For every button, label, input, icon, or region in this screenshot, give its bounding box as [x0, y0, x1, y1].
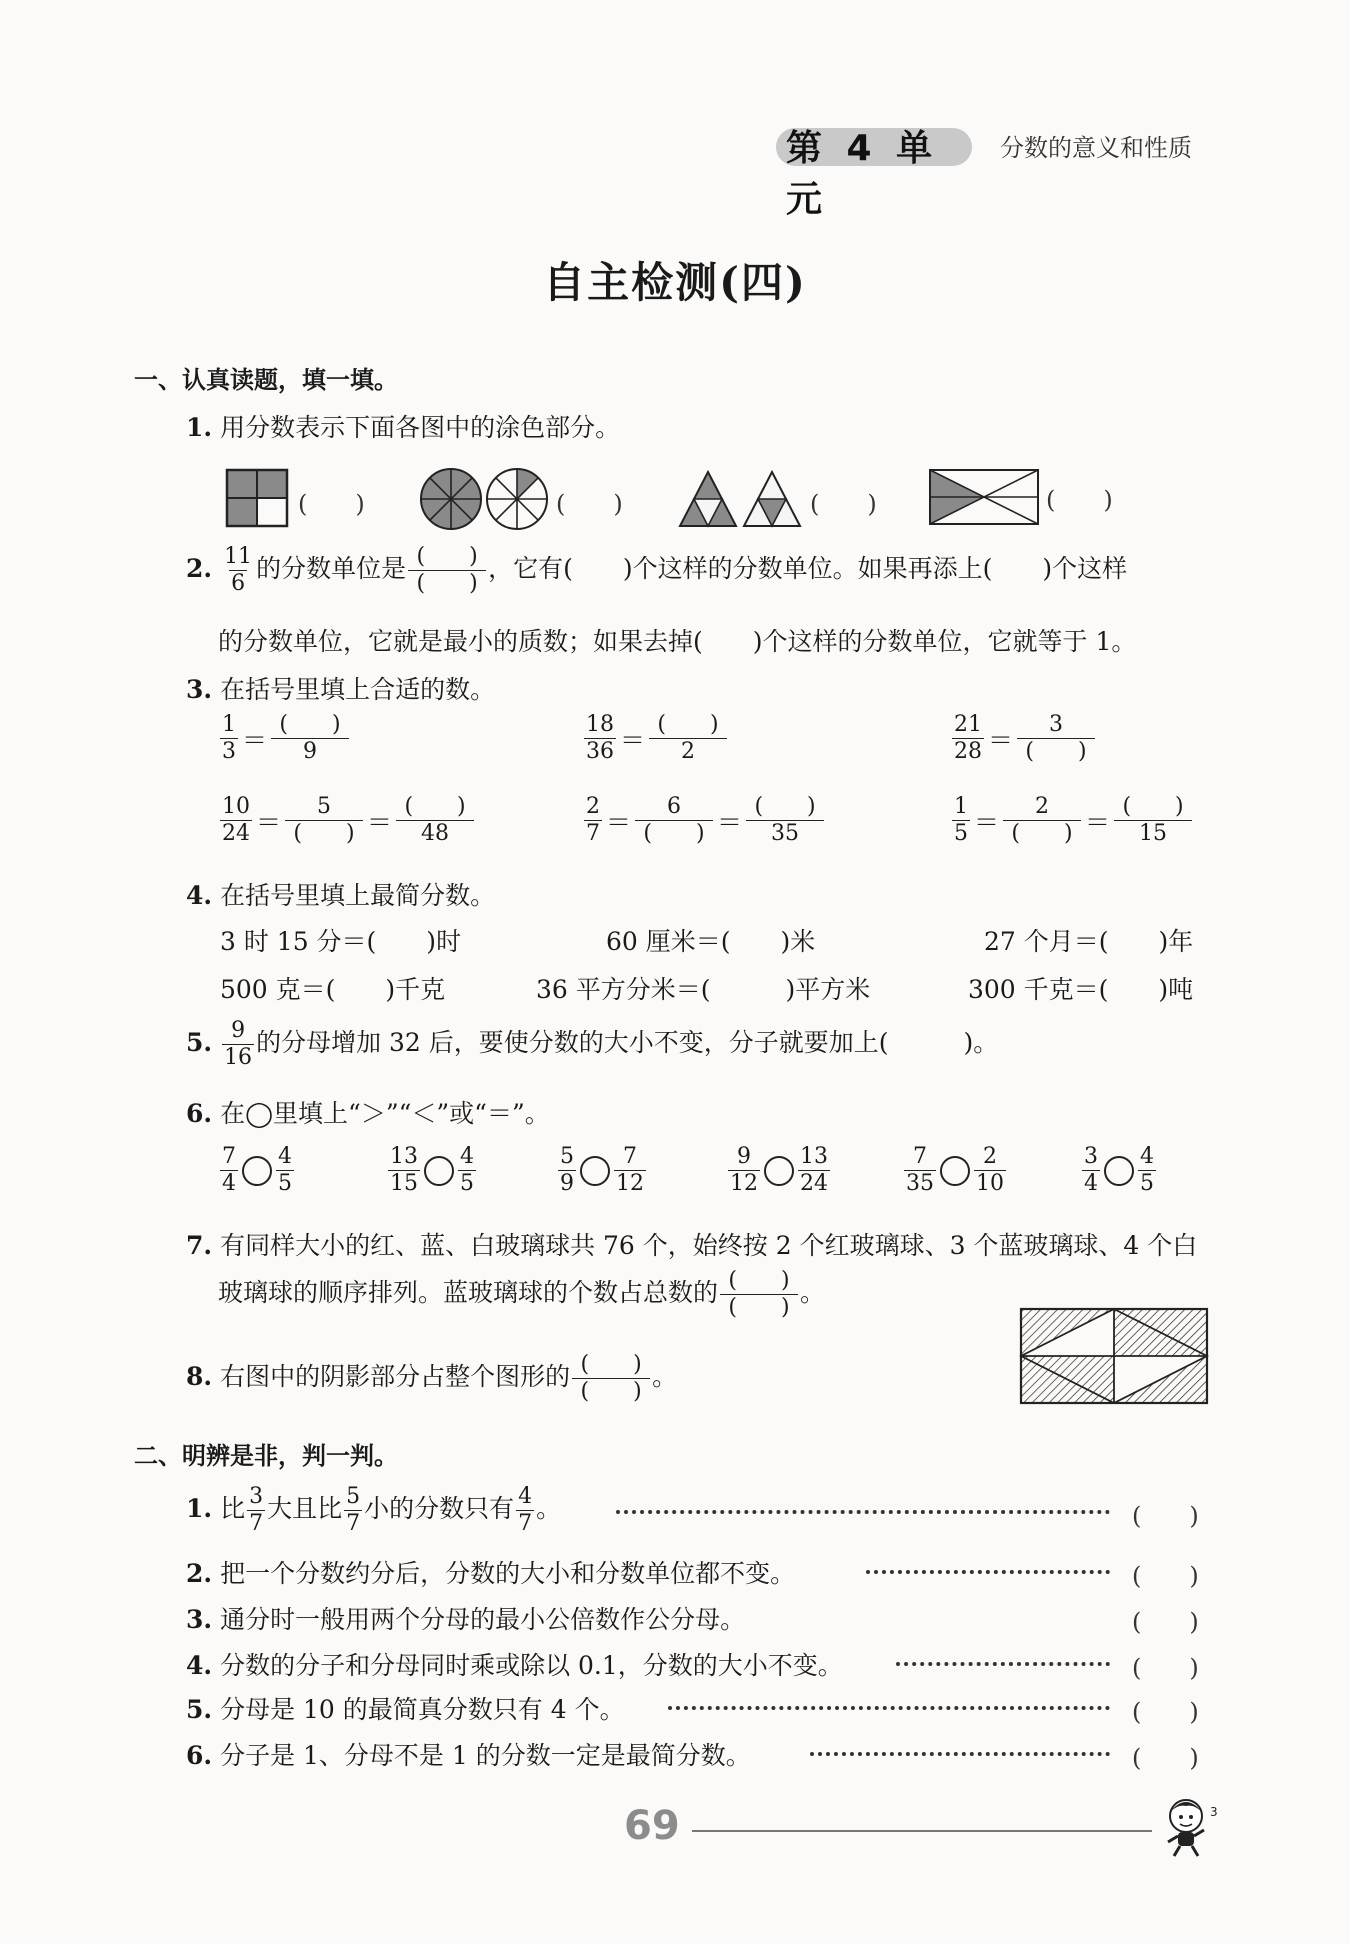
leader-dots [896, 1662, 1110, 1666]
triangles-figure [678, 470, 812, 530]
q5-fraction: $\frac{9}{16}$ [224, 1018, 253, 1070]
q6-compare-6: $\frac{3}{4}$ $\frac{4}{5}$ [1084, 1144, 1154, 1196]
q7-line1: 7. 有同样大小的红、蓝、白玻璃球共 76 个，始终按 2 个红玻璃球、3 个蓝玻璃球、4 个白 [186, 1231, 1198, 1260]
judge-answer-4[interactable]: ( ) [1132, 1654, 1199, 1682]
judge-answer-6[interactable]: ( ) [1132, 1744, 1199, 1772]
q4-item-6[interactable]: 300 千克＝( )吨 [968, 975, 1194, 1004]
circles-figure [418, 466, 552, 532]
q2-line1: 2. $\frac{11}{6}$ 的分数单位是 $\frac{( )}{( )}$ ，它有( )个这样的分数单位。如果再添上( )个这样 [186, 544, 1128, 596]
q1-answer-blank-3[interactable]: ( ) [810, 490, 877, 518]
compare-circle[interactable] [1104, 1156, 1134, 1186]
cartoon-mascot-icon [1156, 1790, 1226, 1860]
q2-line2: 的分数单位，它就是最小的质数；如果去掉( )个这样的分数单位，它就等于 1。 [218, 627, 1137, 656]
judge-answer-1[interactable]: ( ) [1132, 1502, 1199, 1530]
q5-line: 5. $\frac{9}{16}$ 的分母增加 32 后，要使分数的大小不变，分子就要加上( )。 [186, 1018, 999, 1070]
judge-answer-5[interactable]: ( ) [1132, 1698, 1199, 1726]
q3-eq-4: $\frac{10}{24}$ ＝ $\frac{5}{( )}$ ＝ $\frac{( )}{48}$ [218, 796, 476, 845]
leader-dots [616, 1510, 1110, 1514]
q4-line: 4. 在括号里填上最简分数。 [186, 881, 496, 910]
leader-dots [866, 1570, 1110, 1574]
unit-badge [776, 118, 976, 220]
q2-unit-blank[interactable]: $\frac{( )}{( )}$ [408, 546, 486, 595]
q7-line2: 玻璃球的顺序排列。蓝玻璃球的个数占总数的 $\frac{( )}{( )}$ 。 [218, 1268, 826, 1320]
q6-compare-2: $\frac{13}{15}$ $\frac{4}{5}$ [390, 1144, 474, 1196]
section2-heading: 二、明辨是非，判一判。 [134, 1442, 398, 1470]
judge-item-1: 1. 比 $\frac{3}{7}$ 大且比 $\frac{5}{7}$ 小的分数只有 $\frac{4}{7}$ 。 [186, 1484, 562, 1536]
judge-item-3: 3. 通分时一般用两个分母的最小公倍数作公分母。 [186, 1605, 746, 1634]
q1-line [186, 408, 620, 444]
q3-eq-6: $\frac{1}{5}$ ＝ $\frac{2}{( )}$ ＝ $\frac{( )}{15}$ [950, 796, 1194, 845]
rectangle-figure [928, 468, 1042, 528]
q1-answer-blank-2[interactable]: ( ) [556, 490, 623, 518]
square-grid-figure [225, 468, 291, 530]
q4-item-3[interactable]: 27 个月＝( )年 [984, 927, 1194, 956]
judge-item-2: 2. 把一个分数约分后，分数的大小和分数单位都不变。 [186, 1559, 796, 1588]
section1-heading: 一、认真读题，填一填。 [134, 366, 398, 394]
q8-line: 8. 右图中的阴影部分占整个图形的 $\frac{( )}{( )}$ 。 [186, 1352, 678, 1404]
judge-item-4: 4. 分数的分子和分母同时乘或除以 0.1，分数的大小不变。 [186, 1651, 843, 1680]
q8-answer-blank[interactable]: $\frac{( )}{( )}$ [572, 1354, 650, 1403]
shaded-rectangle-figure [1018, 1306, 1214, 1406]
leader-dots [810, 1752, 1110, 1756]
q4-item-5[interactable]: 36 平方分米＝( )平方米 [536, 975, 871, 1004]
q1-answer-blank-1[interactable]: ( ) [298, 490, 365, 518]
judge-item-5: 5. 分母是 10 的最简真分数只有 4 个。 [186, 1695, 625, 1724]
judge-answer-2[interactable]: ( ) [1132, 1562, 1199, 1590]
compare-circle[interactable] [940, 1156, 970, 1186]
unit-subtitle: 分数的意义和性质 [1000, 134, 1192, 162]
q4-item-1[interactable]: 3 时 15 分＝( )时 [220, 927, 462, 956]
q3-line: 3. 在括号里填上合适的数。 [186, 675, 496, 704]
q6-compare-5: $\frac{7}{35}$ $\frac{2}{10}$ [906, 1144, 1004, 1196]
leader-dots [668, 1706, 1110, 1710]
q3-eq-3: $\frac{21}{28}$ ＝ $\frac{3}{( )}$ [950, 714, 1097, 763]
q1-text: 用分数表示下面各图中的涂色部分。 [220, 413, 621, 442]
q6-compare-4: $\frac{9}{12}$ $\frac{13}{24}$ [730, 1144, 828, 1196]
unit-label: 第 4 单元 [786, 128, 939, 220]
q1-number: 1. [186, 413, 213, 442]
q1-answer-blank-4[interactable]: ( ) [1046, 486, 1113, 514]
q3-eq-2: $\frac{18}{36}$ ＝ $\frac{( )}{2}$ [582, 714, 729, 763]
q2-number: 2. [186, 554, 213, 583]
q6-line: 6. 在◯里填上“＞”“＜”或“＝”。 [186, 1099, 550, 1128]
compare-circle[interactable] [424, 1156, 454, 1186]
judge-answer-3[interactable]: ( ) [1132, 1608, 1199, 1636]
compare-circle[interactable] [242, 1156, 272, 1186]
q6-compare-1: $\frac{7}{4}$ $\frac{4}{5}$ [222, 1144, 292, 1196]
compare-circle[interactable] [764, 1156, 794, 1186]
svg-text:3: 3 [1210, 1805, 1218, 1819]
q3-eq-1: $\frac{1}{3}$ ＝ $\frac{( )}{9}$ [218, 714, 351, 763]
q4-item-4[interactable]: 500 克＝( )千克 [220, 975, 446, 1004]
q7-answer-blank[interactable]: $\frac{( )}{( )}$ [720, 1270, 798, 1319]
footer-rule [692, 1830, 1152, 1832]
page-number: 69 [624, 1803, 680, 1849]
q2-fraction: $\frac{11}{6}$ [224, 544, 253, 596]
q6-compare-3: $\frac{5}{9}$ $\frac{7}{12}$ [560, 1144, 644, 1196]
page-title: 自主检测(四) [543, 258, 807, 307]
q3-eq-5: $\frac{2}{7}$ ＝ $\frac{6}{( )}$ ＝ $\frac{( )}{35}$ [582, 796, 826, 845]
compare-circle[interactable] [580, 1156, 610, 1186]
q4-item-2[interactable]: 60 厘米＝( )米 [606, 927, 816, 956]
judge-item-6: 6. 分子是 1、分母不是 1 的分数一定是最简分数。 [186, 1741, 751, 1770]
